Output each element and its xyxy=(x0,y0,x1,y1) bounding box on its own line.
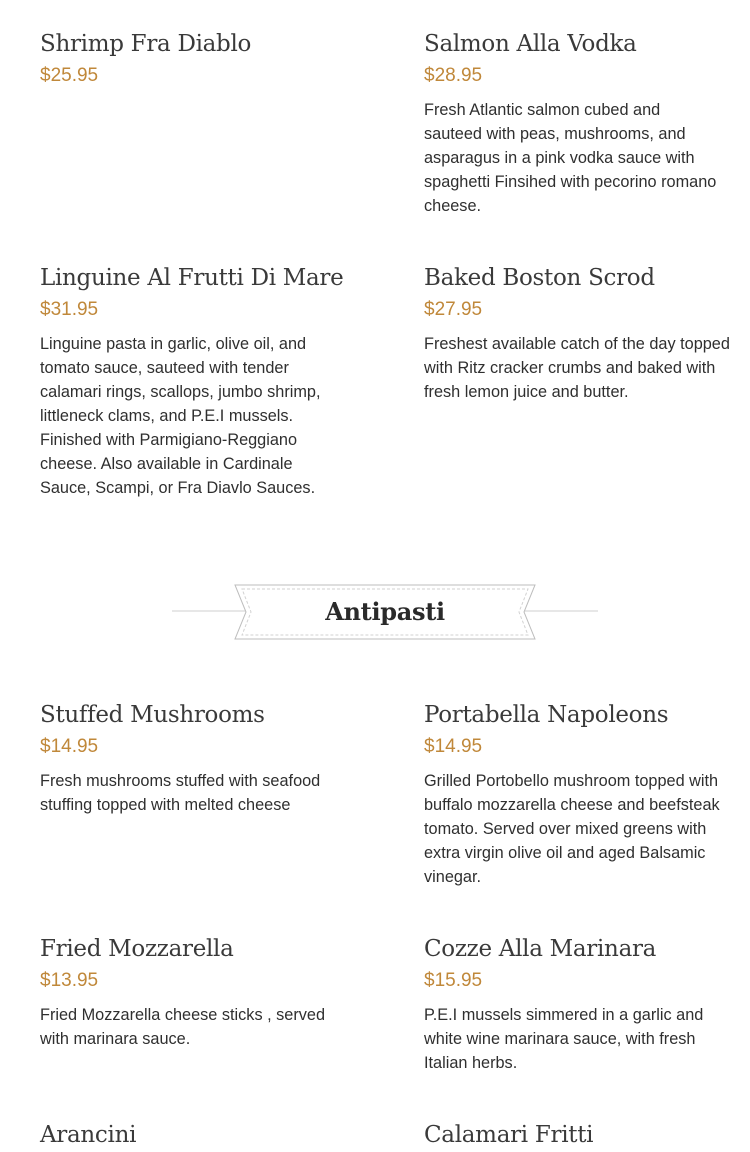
section-title: Antipasti xyxy=(325,597,445,626)
item-name: Shrimp Fra Diablo xyxy=(40,31,252,57)
item-name: Portabella Napoleons xyxy=(424,702,669,728)
item-price: $15.95 xyxy=(424,970,483,991)
menu-item xyxy=(40,264,350,500)
menu-item xyxy=(40,1121,350,1149)
item-name: Linguine Al Frutti Di Mare xyxy=(40,265,344,291)
item-name: Calamari Fritti xyxy=(424,1122,594,1148)
menu-item xyxy=(424,264,744,404)
item-name: Arancini xyxy=(40,1122,137,1148)
item-name: Baked Boston Scrod xyxy=(424,265,655,291)
menu-item xyxy=(40,30,350,88)
item-price: $31.95 xyxy=(40,299,99,320)
item-name: Stuffed Mushrooms xyxy=(40,702,265,728)
menu-item xyxy=(424,1121,744,1149)
item-price: $13.95 xyxy=(40,970,99,991)
item-price: $27.95 xyxy=(424,299,483,320)
menu-item xyxy=(40,935,350,1051)
item-price: $28.95 xyxy=(424,65,483,86)
item-price: $14.95 xyxy=(424,736,483,757)
item-description: P.E.I mussels simmered in a garlic and white wine marinara sauce, with fresh Italian herbs. xyxy=(424,1006,704,1072)
menu-item xyxy=(424,30,744,218)
item-description: Fresh mushrooms stuffed with seafood stuffing topped with melted cheese xyxy=(40,772,321,814)
menu-item xyxy=(424,701,744,889)
item-description: Freshest available catch of the day topped with Ritz cracker crumbs and baked with fresh lemon juice and butter. xyxy=(424,335,730,401)
item-description: Fried Mozzarella cheese sticks , served with marinara sauce. xyxy=(40,1006,326,1048)
menu-item xyxy=(424,935,744,1075)
section-banner xyxy=(172,584,598,640)
item-name: Cozze Alla Marinara xyxy=(424,936,657,962)
item-description: Fresh Atlantic salmon cubed and sauteed with peas, mushrooms, and asparagus in a pink vodka sauce with spaghetti Finsihed with pecorino romano cheese. xyxy=(424,101,717,215)
item-name: Salmon Alla Vodka xyxy=(424,31,637,57)
item-price: $14.95 xyxy=(40,736,99,757)
item-description: Linguine pasta in garlic, olive oil, and tomato sauce, sauteed with tender calamari rings, scallops, jumbo shrimp, littleneck clams, and P.E.I mussels. Finished with Parmigiano-Reggiano cheese. Also available in Cardinale Sauce, Scampi, or Fra Diavlo Sauces. xyxy=(40,335,321,497)
menu-item xyxy=(40,701,350,817)
item-price: $25.95 xyxy=(40,65,99,86)
item-name: Fried Mozzarella xyxy=(40,936,234,962)
item-description: Grilled Portobello mushroom topped with buffalo mozzarella cheese and beefsteak tomato. Served over mixed greens with extra virgin olive oil and aged Balsamic vinegar. xyxy=(424,772,720,886)
